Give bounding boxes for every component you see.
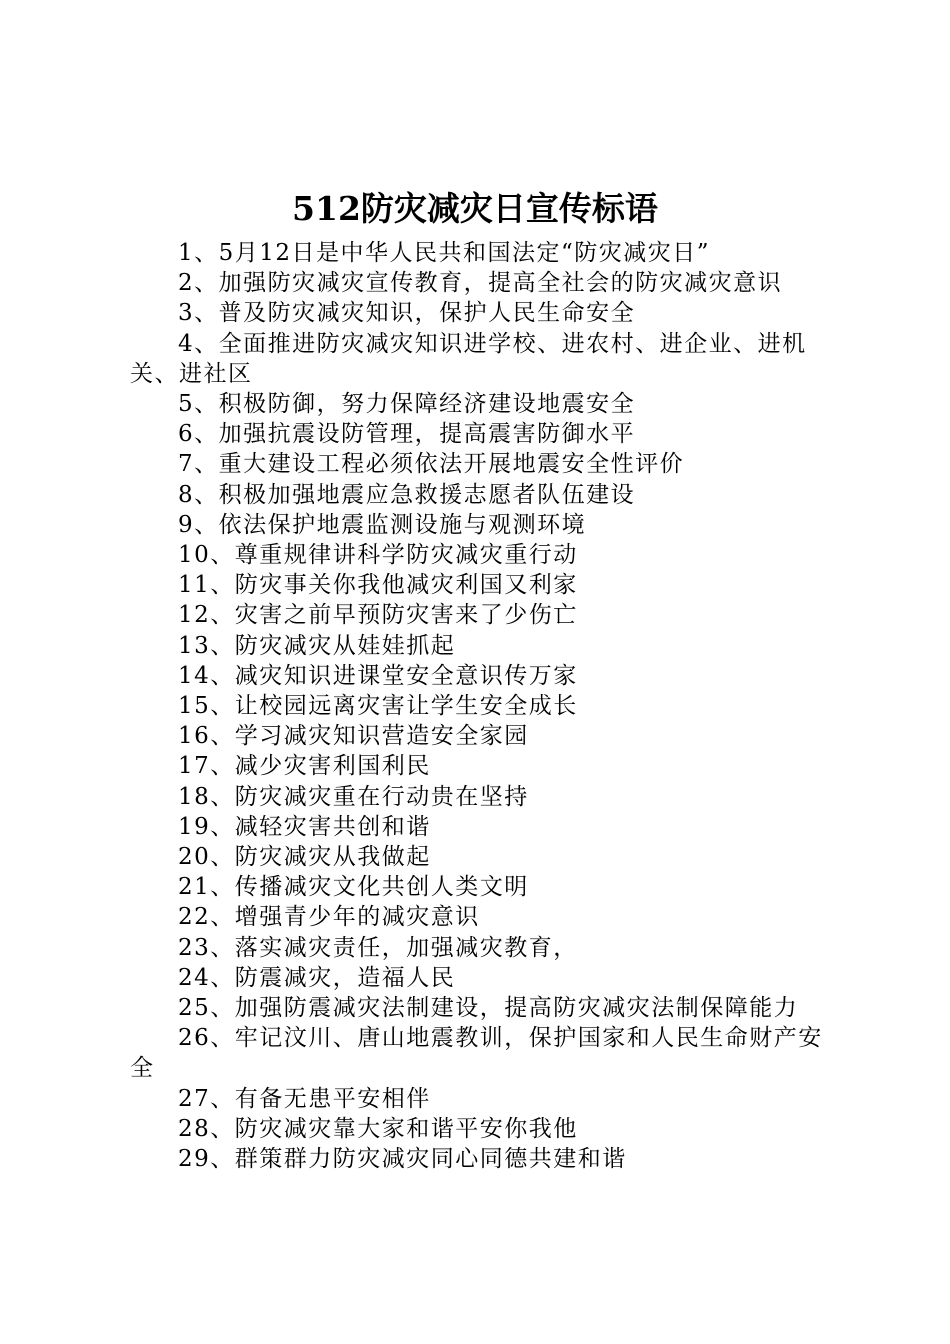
slogan-item: 11、防灾事关你我他减灾利国又利家 bbox=[178, 572, 578, 599]
slogan-item: 26、牢记汶川、唐山地震教训，保护国家和人民生命财产安全 bbox=[130, 1025, 823, 1082]
slogan-item: 20、防灾减灾从我做起 bbox=[178, 844, 431, 871]
document-title: 512防灾减灾日宣传标语 bbox=[292, 189, 658, 228]
slogan-item: 14、减灾知识进课堂安全意识传万家 bbox=[178, 662, 578, 689]
slogan-item: 6、加强抗震设防管理，提高震害防御水平 bbox=[178, 421, 636, 448]
slogan-item: 17、减少灾害利国利民 bbox=[178, 753, 431, 780]
slogan-item: 25、加强防震减灾法制建设，提高防灾减灾法制保障能力 bbox=[178, 995, 799, 1022]
slogan-item: 19、减轻灾害共创和谐 bbox=[178, 813, 431, 840]
slogan-item: 24、防震减灾，造福人民 bbox=[178, 964, 456, 991]
slogan-item: 3、普及防灾减灾知识，保护人民生命安全 bbox=[178, 300, 636, 327]
slogan-item: 5、积极防御，努力保障经济建设地震安全 bbox=[178, 391, 636, 418]
slogan-item: 13、防灾减灾从娃娃抓起 bbox=[178, 632, 456, 659]
slogan-item: 22、增强青少年的减灾意识 bbox=[178, 904, 480, 931]
slogan-item: 23、落实减灾责任，加强减灾教育， bbox=[178, 934, 578, 961]
slogan-item: 28、防灾减灾靠大家和谐平安你我他 bbox=[178, 1115, 578, 1142]
slogan-item: 10、尊重规律讲科学防灾减灾重行动 bbox=[178, 542, 578, 569]
slogan-item: 29、群策群力防灾减灾同心同德共建和谐 bbox=[178, 1146, 627, 1173]
slogan-item: 15、让校园远离灾害让学生安全成长 bbox=[178, 693, 578, 720]
slogan-item: 1、5月12日是中华人民共和国法定“防灾减灾日” bbox=[178, 240, 711, 266]
slogan-item: 18、防灾减灾重在行动贵在坚持 bbox=[178, 783, 529, 810]
slogan-list bbox=[130, 238, 830, 1174]
slogan-item: 7、重大建设工程必须依法开展地震安全性评价 bbox=[178, 451, 685, 478]
slogan-item: 8、积极加强地震应急救援志愿者队伍建设 bbox=[178, 481, 636, 508]
slogan-item: 21、传播减灾文化共创人类文明 bbox=[178, 874, 529, 901]
slogan-item: 2、加强防灾减灾宣传教育，提高全社会的防灾减灾意识 bbox=[178, 270, 783, 297]
slogan-item: 12、灾害之前早预防灾害来了少伤亡 bbox=[178, 602, 578, 629]
slogan-item: 4、全面推进防灾减灾知识进学校、进农村、进企业、进机关、进社区 bbox=[130, 330, 807, 387]
slogan-item: 16、学习减灾知识营造安全家园 bbox=[178, 723, 529, 750]
slogan-item: 9、依法保护地震监测设施与观测环境 bbox=[178, 511, 587, 538]
slogan-item: 27、有备无患平安相伴 bbox=[178, 1085, 431, 1112]
